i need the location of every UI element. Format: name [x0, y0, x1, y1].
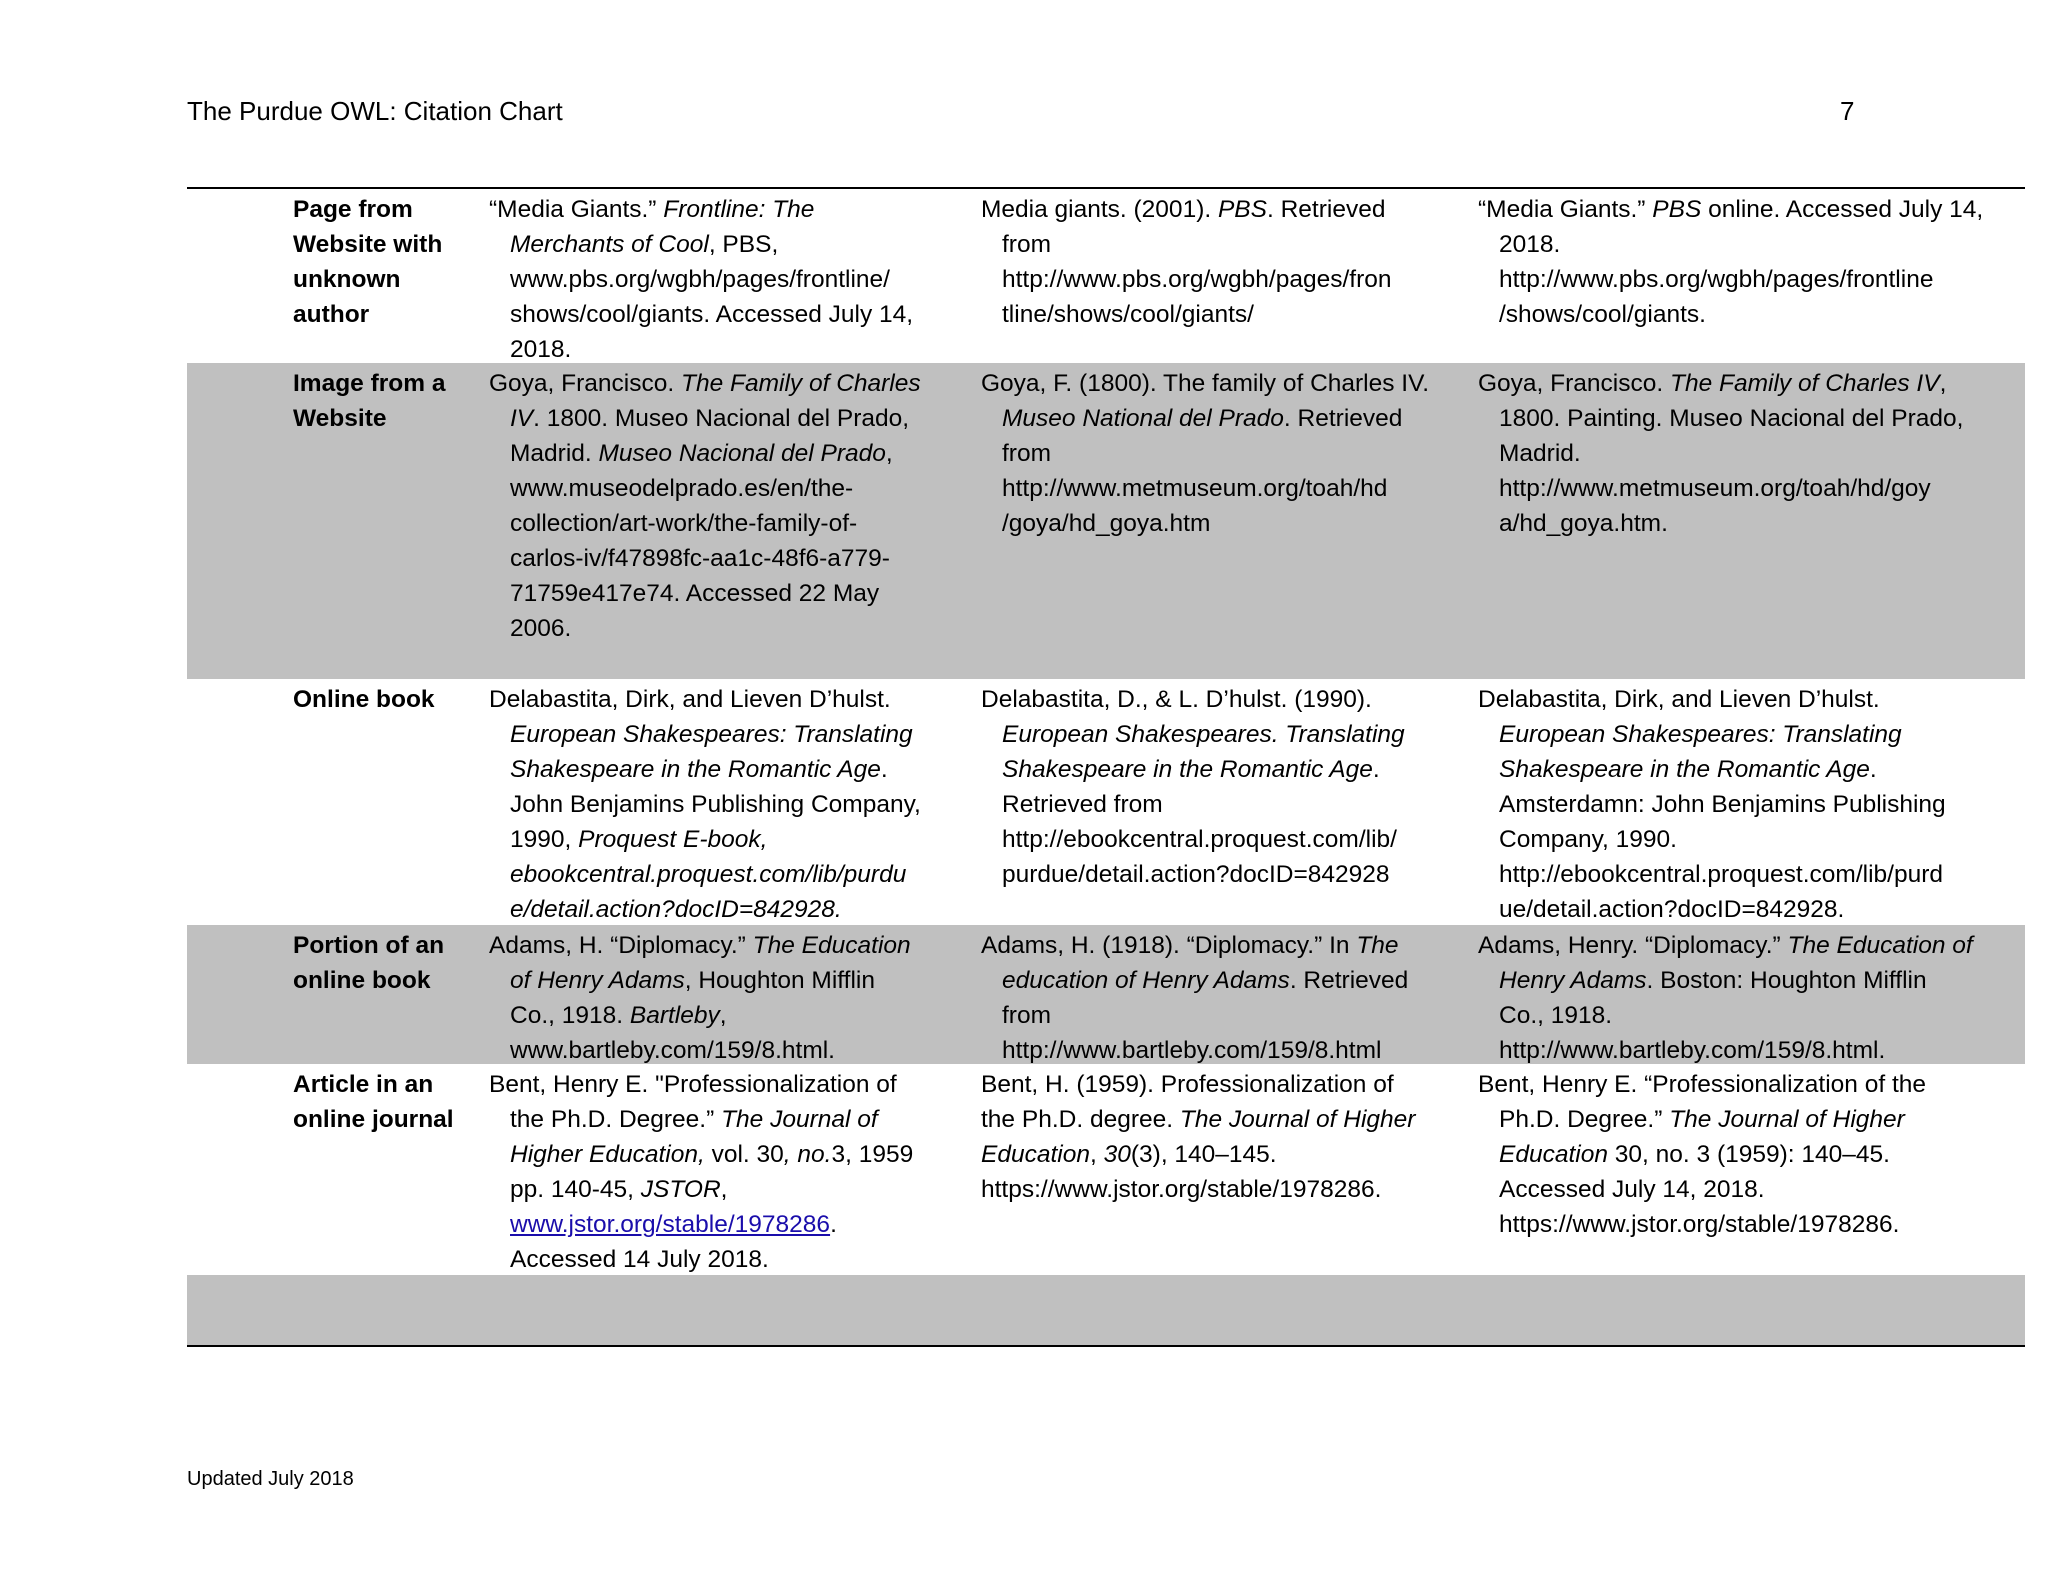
- table-row: [187, 679, 2025, 925]
- text-run: Adams, H. (1918). “Diplomacy.” In: [981, 932, 1357, 959]
- text-run: Media giants. (2001).: [981, 196, 1218, 223]
- cmos-citation-line: [1478, 401, 2025, 436]
- mla-citation-line: [489, 1033, 973, 1064]
- apa-citation-line: [981, 262, 1470, 297]
- text-run: tline/shows/cool/giants/: [1002, 301, 1254, 328]
- cmos-citation-cell: [1478, 192, 2025, 363]
- text-run: Delabastita, Dirk, and Lieven D’hulst.: [1478, 686, 1880, 713]
- italic-text: Museo Nacional del Prado: [598, 440, 886, 467]
- text-run: . Boston: Houghton Mifflin: [1646, 967, 1927, 994]
- italic-text: Higher Education,: [510, 1141, 705, 1168]
- text-run: John Benjamins Publishing Company,: [510, 791, 921, 818]
- text-run: 2018.: [1499, 231, 1561, 258]
- text-run: Accessed July 14, 2018.: [1499, 1176, 1765, 1203]
- source-type-label: online book: [293, 967, 431, 994]
- text-run: http://www.bartleby.com/159/8.html.: [1499, 1037, 1886, 1064]
- italic-text: Shakespeare in the Romantic Age: [510, 756, 881, 783]
- italic-text: Henry Adams: [1499, 967, 1647, 994]
- mla-citation-line: [489, 576, 973, 611]
- mla-citation-line: [489, 1102, 973, 1137]
- text-run: Ph.D. Degree.”: [1499, 1106, 1670, 1133]
- text-run: , PBS,: [708, 231, 779, 258]
- cmos-citation-line: [1478, 1102, 2025, 1137]
- text-run: 3, 1959: [831, 1141, 914, 1168]
- text-run: Retrieved from: [1002, 791, 1163, 818]
- apa-citation-line: [981, 682, 1470, 717]
- source-type-label: author: [293, 301, 370, 328]
- text-run: ,: [885, 440, 893, 467]
- apa-citation-line: [981, 1137, 1470, 1172]
- italic-text: PBS: [1652, 196, 1702, 223]
- apa-citation-cell: [981, 682, 1478, 925]
- cmos-citation-line: [1478, 227, 2025, 262]
- apa-citation-cell: [981, 928, 1478, 1064]
- text-run: collection/art-work/the-family-of-: [510, 510, 858, 537]
- text-run: ue/detail.action?docID=842928.: [1499, 896, 1845, 923]
- text-run: Goya, F. (1800). The family of Charles IV.: [981, 370, 1430, 397]
- table-row: [187, 925, 2025, 1064]
- page-footer: Updated July 2018: [187, 1468, 354, 1490]
- source-type-label: Website with: [293, 231, 443, 258]
- source-type-cell: [293, 1278, 489, 1345]
- cmos-citation-cell: [1478, 682, 2025, 925]
- mla-citation-line: [489, 332, 973, 363]
- text-run: ,: [1939, 370, 1947, 397]
- text-run: https://www.jstor.org/stable/1978286.: [981, 1176, 1382, 1203]
- cmos-citation-line: [1478, 682, 2025, 717]
- source-type-cell: [293, 192, 489, 363]
- cmos-citation-line: [1478, 892, 2025, 925]
- italic-text: The Education of: [1787, 932, 1973, 959]
- apa-citation-line: [981, 401, 1470, 436]
- row-spacer: [187, 1067, 293, 1275]
- cmos-citation-line: [1478, 471, 2025, 506]
- italic-text: The Family of Charles: [680, 370, 921, 397]
- text-run: the Ph.D. Degree.”: [510, 1106, 722, 1133]
- apa-citation-line: [981, 506, 1470, 541]
- page-number: 7: [1840, 96, 1855, 126]
- italic-text: Education: [981, 1141, 1090, 1168]
- cmos-citation-cell: [1478, 366, 2025, 679]
- cmos-citation-cell: [1478, 1067, 2025, 1275]
- cmos-citation-line: [1478, 297, 2025, 332]
- source-type-cell: [293, 366, 489, 679]
- row-spacer: [187, 1278, 293, 1345]
- text-run: Amsterdamn: John Benjamins Publishing: [1499, 791, 1946, 818]
- italic-text: of Henry Adams: [510, 967, 685, 994]
- apa-citation-line: [981, 1172, 1470, 1207]
- mla-citation-line: [489, 192, 973, 227]
- text-run: ,: [719, 1002, 727, 1029]
- text-run: from: [1002, 231, 1051, 258]
- apa-citation-line: [981, 963, 1470, 998]
- cmos-citation-line: [1478, 928, 2025, 963]
- cmos-citation-line: [1478, 857, 2025, 892]
- apa-citation-line: [981, 717, 1470, 752]
- text-run: http://www.pbs.org/wgbh/pages/fron: [1002, 266, 1392, 293]
- source-type-label: Online book: [293, 686, 435, 713]
- apa-citation-cell: [981, 366, 1478, 679]
- text-run: from: [1002, 1002, 1051, 1029]
- italic-text: , no.: [783, 1141, 832, 1168]
- text-run: http://www.bartleby.com/159/8.html: [1002, 1037, 1382, 1064]
- cmos-citation-line: [1478, 717, 2025, 752]
- cmos-citation-line: [1478, 1172, 2025, 1207]
- text-run: Bent, Henry E. "Professionalization of: [489, 1071, 897, 1098]
- mla-citation-line: [489, 401, 973, 436]
- mla-citation-cell: [489, 1067, 981, 1275]
- mla-citation-line: [489, 506, 973, 541]
- apa-citation-line: [981, 471, 1470, 506]
- text-run: . Retrieved: [1283, 405, 1403, 432]
- text-run: .: [1372, 756, 1380, 783]
- apa-citation-cell: [981, 1278, 1478, 1345]
- text-run: www.bartleby.com/159/8.html.: [510, 1037, 835, 1064]
- text-run: Adams, Henry. “Diplomacy.”: [1478, 932, 1788, 959]
- italic-text: ebookcentral.proquest.com/lib/purdu: [510, 861, 907, 888]
- text-run: . Retrieved: [1289, 967, 1409, 994]
- text-run: 1800. Painting. Museo Nacional del Prado,: [1499, 405, 1964, 432]
- mla-citation-line: [489, 436, 973, 471]
- text-run: 71759e417e74. Accessed 22 May: [510, 580, 880, 607]
- text-run: Bent, Henry E. “Professionalization of the: [1478, 1071, 1927, 1098]
- mla-citation-line: [489, 1242, 973, 1275]
- text-run: , Houghton Mifflin: [684, 967, 875, 994]
- text-run: Adams, H. “Diplomacy.”: [489, 932, 753, 959]
- text-run: Madrid.: [510, 440, 599, 467]
- italic-text: Shakespeare in the Romantic Age: [1499, 756, 1870, 783]
- italic-text: e/detail.action?docID=842928.: [510, 896, 842, 923]
- text-run: carlos-iv/f47898fc-aa1c-48f6-a779-: [510, 545, 890, 572]
- italic-text: The Education: [752, 932, 911, 959]
- source-type-label: Page from: [293, 196, 413, 223]
- mla-citation-line: [489, 717, 973, 752]
- source-type-label: Article in an: [293, 1071, 434, 1098]
- row-spacer: [187, 928, 293, 1064]
- row-spacer: [187, 682, 293, 925]
- text-run: . Retrieved: [1267, 196, 1386, 223]
- apa-citation-cell: [981, 1067, 1478, 1275]
- mla-citation-line: [489, 471, 973, 506]
- italic-text: European Shakespeares. Translating: [1002, 721, 1405, 748]
- text-run: http://ebookcentral.proquest.com/lib/purd: [1499, 861, 1943, 888]
- text-run: (3), 140–145.: [1130, 1141, 1277, 1168]
- text-run: a/hd_goya.htm.: [1499, 510, 1668, 537]
- apa-citation-line: [981, 822, 1470, 857]
- apa-citation-line: [981, 1033, 1470, 1064]
- mla-citation-line: [489, 822, 973, 857]
- page-header-title: The Purdue OWL: Citation Chart: [187, 96, 563, 126]
- mla-citation-line: [489, 366, 973, 401]
- text-run: . 1800. Museo Nacional del Prado,: [533, 405, 910, 432]
- source-type-cell: [293, 928, 489, 1064]
- apa-citation-line: [981, 1102, 1470, 1137]
- mla-citation-line: [489, 1137, 973, 1172]
- text-run: .: [1869, 756, 1877, 783]
- mla-citation-line: [489, 787, 973, 822]
- table-row: [187, 1064, 2025, 1275]
- mla-citation-line: [489, 928, 973, 963]
- text-run: www.pbs.org/wgbh/pages/frontline/: [510, 266, 890, 293]
- text-run: “Media Giants.”: [489, 196, 664, 223]
- italic-text: Education: [1499, 1141, 1608, 1168]
- row-spacer: [187, 366, 293, 679]
- apa-citation-line: [981, 787, 1470, 822]
- mla-citation-line: [489, 262, 973, 297]
- text-run: ,: [720, 1176, 728, 1203]
- italic-text: Bartleby: [629, 1002, 720, 1029]
- text-run: “Media Giants.”: [1478, 196, 1653, 223]
- italic-text: European Shakespeares: Translating: [510, 721, 913, 748]
- italic-text: 30: [1103, 1141, 1131, 1168]
- text-run: http://www.metmuseum.org/toah/hd/goy: [1499, 475, 1931, 502]
- mla-citation-cell: [489, 928, 981, 1064]
- text-run: the Ph.D. degree.: [981, 1106, 1180, 1133]
- cmos-citation-line: [1478, 436, 2025, 471]
- cmos-citation-line: [1478, 963, 2025, 998]
- cmos-citation-line: [1478, 1137, 2025, 1172]
- cmos-citation-line: [1478, 1033, 2025, 1064]
- apa-citation-line: [981, 192, 1470, 227]
- mla-citation-line: [489, 857, 973, 892]
- mla-citation-cell: [489, 1278, 981, 1345]
- mla-citation-line: [489, 541, 973, 576]
- text-run: Accessed 14 July 2018.: [510, 1246, 769, 1273]
- table-row: [187, 1275, 2025, 1345]
- cmos-citation-line: [1478, 262, 2025, 297]
- cmos-citation-line: [1478, 366, 2025, 401]
- mla-citation-line: [489, 892, 973, 925]
- text-run: Bent, H. (1959). Professionalization of: [981, 1071, 1394, 1098]
- text-run: www.museodelprado.es/en/the-: [510, 475, 854, 502]
- italic-text: The Family of Charles IV: [1669, 370, 1940, 397]
- source-type-label: unknown: [293, 266, 401, 293]
- text-run: /shows/cool/giants.: [1499, 301, 1706, 328]
- text-run: 30, no. 3 (1959): 140–45.: [1607, 1141, 1890, 1168]
- text-run: https://www.jstor.org/stable/1978286.: [1499, 1211, 1900, 1238]
- apa-citation-line: [981, 1067, 1470, 1102]
- italic-text: education of Henry Adams: [1002, 967, 1290, 994]
- apa-citation-line: [981, 297, 1470, 332]
- table-row: [187, 363, 2025, 679]
- mla-citation-cell: [489, 366, 981, 679]
- text-run: online. Accessed July 14,: [1701, 196, 1984, 223]
- text-run: Co., 1918.: [1499, 1002, 1613, 1029]
- text-run: 2018.: [510, 336, 572, 363]
- apa-citation-line: [981, 998, 1470, 1033]
- cmos-citation-line: [1478, 787, 2025, 822]
- table-row: [187, 189, 2025, 363]
- citation-table: [187, 187, 2025, 1347]
- source-type-cell: [293, 1067, 489, 1275]
- text-run: .: [830, 1211, 837, 1238]
- text-run: Madrid.: [1499, 440, 1581, 467]
- mla-citation-line: [489, 963, 973, 998]
- cmos-citation-line: [1478, 822, 2025, 857]
- cmos-citation-line: [1478, 506, 2025, 541]
- text-run: http://ebookcentral.proquest.com/lib/: [1002, 826, 1397, 853]
- text-run: Delabastita, D., & L. D’hulst. (1990).: [981, 686, 1372, 713]
- italic-text: Shakespeare in the Romantic Age: [1002, 756, 1373, 783]
- cmos-citation-cell: [1478, 1278, 2025, 1345]
- apa-citation-line: [981, 928, 1470, 963]
- mla-citation-line: [489, 1207, 973, 1242]
- apa-citation-cell: [981, 192, 1478, 363]
- italic-text: JSTOR: [640, 1176, 721, 1203]
- text-run: 2006.: [510, 615, 572, 642]
- text-run: vol. 30: [704, 1141, 784, 1168]
- apa-citation-line: [981, 227, 1470, 262]
- source-type-label: Image from a: [293, 370, 446, 397]
- cmos-citation-line: [1478, 998, 2025, 1033]
- text-run: /goya/hd_goya.htm: [1002, 510, 1211, 537]
- italic-text: The: [1356, 932, 1399, 959]
- source-type-cell: [293, 682, 489, 925]
- source-type-label: Website: [293, 405, 387, 432]
- cmos-citation-line: [1478, 752, 2025, 787]
- text-run: purdue/detail.action?docID=842928: [1002, 861, 1390, 888]
- cmos-citation-line: [1478, 1067, 2025, 1102]
- apa-citation-line: [981, 366, 1470, 401]
- text-run: Goya, Francisco.: [1478, 370, 1670, 397]
- mla-citation-cell: [489, 682, 981, 925]
- mla-citation-cell: [489, 192, 981, 363]
- source-type-label: online journal: [293, 1106, 454, 1133]
- cmos-citation-cell: [1478, 928, 2025, 1064]
- text-run: .: [880, 756, 888, 783]
- text-run: http://www.pbs.org/wgbh/pages/frontline: [1499, 266, 1934, 293]
- cmos-citation-line: [1478, 192, 2025, 227]
- cmos-citation-line: [1478, 1207, 2025, 1242]
- row-spacer: [187, 192, 293, 363]
- italic-text: Proquest E-book,: [578, 826, 768, 853]
- apa-citation-line: [981, 857, 1470, 892]
- italic-text: Frontline: The: [663, 196, 815, 223]
- apa-citation-line: [981, 752, 1470, 787]
- text-run: Delabastita, Dirk, and Lieven D’hulst.: [489, 686, 891, 713]
- text-run: shows/cool/giants. Accessed July 14,: [510, 301, 914, 328]
- text-run: ,: [1089, 1141, 1104, 1168]
- mla-citation-line: [489, 1172, 973, 1207]
- citation-link[interactable]: www.jstor.org/stable/1978286: [510, 1211, 831, 1238]
- mla-citation-line: [489, 1067, 973, 1102]
- italic-text: European Shakespeares: Translating: [1499, 721, 1902, 748]
- text-run: Goya, Francisco.: [489, 370, 681, 397]
- italic-text: The Journal of Higher: [1669, 1106, 1905, 1133]
- italic-text: Merchants of Cool: [510, 231, 709, 258]
- italic-text: Museo National del Prado: [1002, 405, 1284, 432]
- mla-citation-line: [489, 682, 973, 717]
- text-run: pp. 140-45,: [510, 1176, 641, 1203]
- text-run: from: [1002, 440, 1051, 467]
- italic-text: PBS: [1217, 196, 1267, 223]
- italic-text: IV: [510, 405, 534, 432]
- mla-citation-line: [489, 611, 973, 646]
- source-type-label: Portion of an: [293, 932, 445, 959]
- mla-citation-line: [489, 297, 973, 332]
- text-run: Company, 1990.: [1499, 826, 1677, 853]
- mla-citation-line: [489, 998, 973, 1033]
- mla-citation-line: [489, 752, 973, 787]
- text-run: Co., 1918.: [510, 1002, 630, 1029]
- apa-citation-line: [981, 436, 1470, 471]
- mla-citation-line: [489, 227, 973, 262]
- text-run: http://www.metmuseum.org/toah/hd: [1002, 475, 1388, 502]
- italic-text: The Journal of: [721, 1106, 878, 1133]
- italic-text: The Journal of Higher: [1179, 1106, 1416, 1133]
- text-run: 1990,: [510, 826, 579, 853]
